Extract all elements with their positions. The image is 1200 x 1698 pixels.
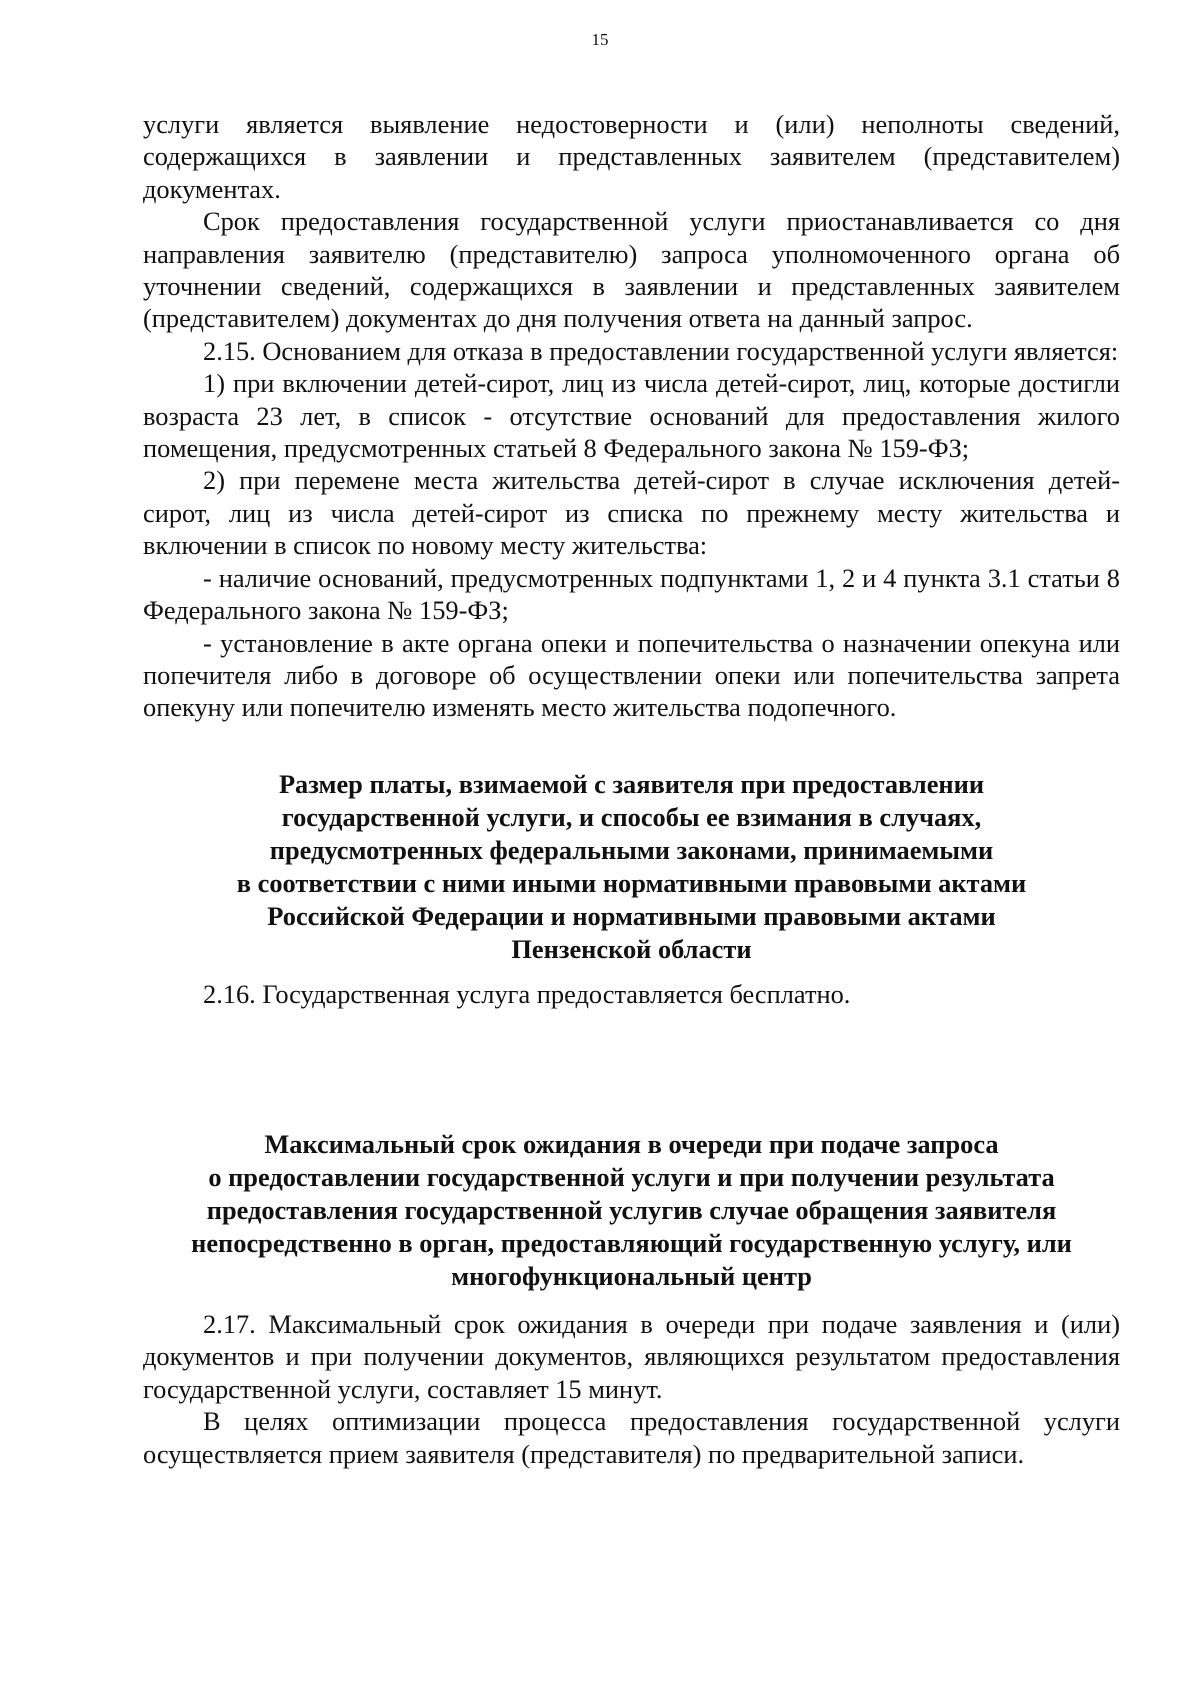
heading-line: непосредственно в орган, предоставляющий государственную услугу, или <box>191 1228 1072 1258</box>
heading-line: предусмотренных федеральными законами, принимаемыми <box>269 835 994 865</box>
body-text-fee <box>143 978 1120 1010</box>
heading-line: Максимальный срок ожидания в очереди при подаче запроса <box>264 1129 999 1159</box>
paragraph-suspension: Срок предоставления государственной услуги приостанавливается со дня направления заявителю (представителю) запроса уполномоченного органа об уточнении сведений, содержащихся в заявлении и представленных заявителем (представителем) документах до дня получения ответа на данный запрос. <box>143 206 1120 334</box>
body-text-wait <box>143 1308 1120 1470</box>
paragraph-continuation: услуги является выявление недостоверности и (или) неполноты сведений, содержащихся в заявлении и представленных заявителем (представителем) документах. <box>143 109 1120 204</box>
heading-line: Размер платы, взимаемой с заявителя при предоставлении <box>278 769 985 799</box>
heading-line: в соответствии с ними иными нормативными правовыми актами <box>236 868 1027 898</box>
paragraph-appointment: В целях оптимизации процесса предоставления государственной услуги осуществляется прием заявителя (представителя) по предварительной записи. <box>143 1406 1120 1469</box>
heading-line: о предоставлении государственной услуги и при получении результата <box>208 1162 1055 1192</box>
body-text-top <box>143 108 1120 724</box>
heading-line: предоставления государственной услугив случае обращения заявителя <box>206 1195 1057 1225</box>
section-heading-wait <box>143 1128 1120 1293</box>
paragraph-2-16: 2.16. Государственная услуга предоставляется бесплатно. <box>203 979 851 1009</box>
paragraph-dash-1: - наличие оснований, предусмотренных подпунктами 1, 2 и 4 пункта 3.1 статьи 8 Федерального закона № 159-ФЗ; <box>143 562 1120 626</box>
heading-line: Пензенской области <box>511 934 752 964</box>
paragraph-item-1: 1) при включении детей-сирот, лиц из числа детей-сирот, лиц, которые достигли возраста 23 лет, в список - отсутствие оснований для предоставления жилого помещения, предусмотренных статьей 8 Федерального закона № 159-ФЗ; <box>143 368 1120 464</box>
paragraph-dash-2: - установление в акте органа опеки и попечительства о назначении опекуна или попечителя либо в договоре об осуществлении опеки или попечительства запрета опекуну или попечителю изменять место жительства подопечного. <box>143 627 1120 723</box>
heading-line: государственной услуги, и способы ее взимания в случаях, <box>281 802 982 832</box>
paragraph-2-15: 2.15. Основанием для отказа в предоставлении государственной услуги является: <box>203 335 1119 366</box>
page-number: 15 <box>591 30 609 49</box>
paragraph-2-17: 2.17. Максимальный срок ожидания в очереди при подаче заявления и (или) документов и при получении документов, являющихся результатом предоставления государственной услуги, составляет 15 минут. <box>143 1309 1120 1404</box>
heading-line: Российской Федерации и нормативными правовыми актами <box>267 901 996 931</box>
section-heading-fee <box>143 768 1120 966</box>
paragraph-item-2: 2) при перемене места жительства детей-сирот в случае исключения детей-сирот, лиц из числа детей-сирот из списка по прежнему месту жительства и включении в список по новому месту жительства: <box>143 465 1120 561</box>
heading-line: многофункциональный центр <box>451 1261 812 1291</box>
